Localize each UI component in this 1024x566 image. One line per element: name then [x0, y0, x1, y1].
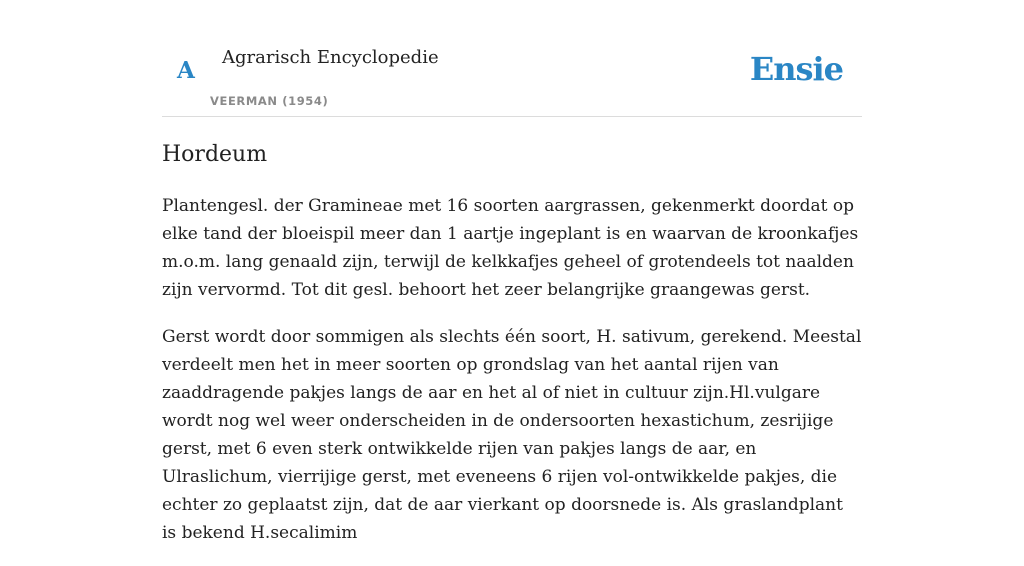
article-body — [162, 192, 862, 566]
article-title: Hordeum — [162, 142, 268, 167]
site-header — [162, 0, 862, 117]
encyclopedia-title-link[interactable]: Agrarisch Encyclopedie — [222, 47, 439, 68]
article-paragraph: Plantengesl. der Gramineae met 16 soorten aargrassen, gekenmerkt doordat op elke tand der bloeispil meer dan 1 aartje ingeplant is en waarvan de kroonkafjes m.o.m. lang genaald zijn, terwijl de kelkkafjes geheel of grotendeels tot naalden zijn vervormd. Tot dit gesl. behoort het zeer belangrijke graangewas gerst. — [162, 196, 859, 300]
page — [162, 0, 862, 543]
index-letter-link[interactable]: A — [177, 57, 195, 84]
article-paragraph: Gerst wordt door sommigen als slechts één soort, H. sativum, gerekend. Meestal verdeelt men het in meer soorten op grondslag van het aantal rijen van zaaddragende pakjes langs de aar en het al of niet in cultuur zijn.Hl.vulgare wordt nog wel weer onderscheiden in de ondersoorten hexastichum, zesrijige gerst, met 6 even sterk ontwikkelde rijen van pakjes langs de aar, en Ulraslichum, vierrijige gerst, met eveneens 6 rijen vol-ontwikkelde pakjes, die echter zo geplaatst zijn, dat de aar vierkant op doorsnede is. Als graslandplant is bekend H.secalimim — [162, 327, 862, 543]
ensie-logo[interactable]: Ensie — [749, 50, 843, 88]
edition-label: VEERMAN (1954) — [210, 94, 329, 108]
